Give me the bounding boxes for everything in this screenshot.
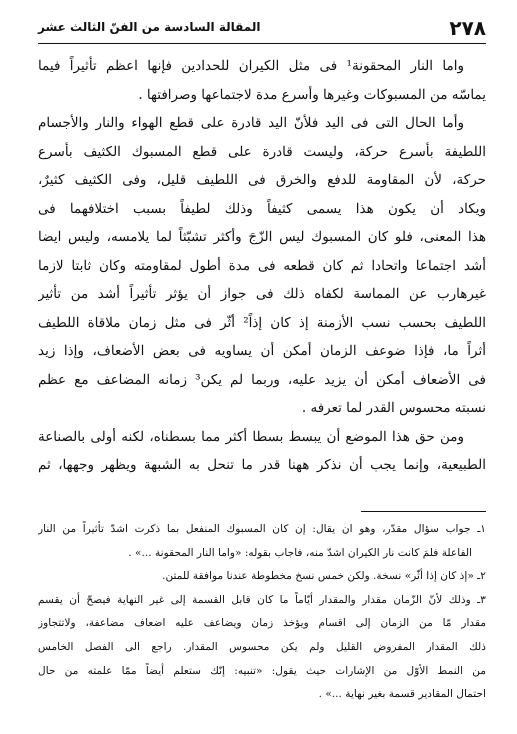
text-line: أثراً ما، فإذا ضوعف الزمان أمكن أن يساويه فى بعض الأضعاف، وإذا زيد (38, 343, 486, 359)
text-line: فى الأضعاف أمكن أن يزيد عليه، وربما لم يكن³ زمانه المضاعف مع عظم (38, 371, 486, 388)
page-number: ٢٧٨ (449, 16, 486, 40)
header-rule (38, 43, 486, 44)
footnote-line: من النمط الأوّل من الإشارات حيث يقول: «تنبيه: إنّك ستعلم أيضاً ممّا علمته من حال (38, 664, 486, 677)
text-line: يماسّه من المسبوكات وغيرها وأسرع مدة لاجتماعها وصرافتها . (138, 86, 486, 103)
text-line: اللطيف بحسب نسب الأزمنة إذ كان إذاً² أثّر فى مثل زمان ملاقاة اللطيف (38, 314, 486, 331)
footnote-line: ١ـ جواب سؤال مقدّر، وهو ان يقال: إن كان المسبوك المنفعل بما ذكرت اشدّ تأثيراً من النار (38, 523, 486, 535)
text-line: غيرهارب عن المماسة لكفاه ذلك فى جواز أن يؤثر تأثيراً أشد من تأثير (38, 286, 486, 302)
footnote-line: ٣ـ وذلك لأنّ الزّمان مقدار والمقدار أيّاماً ما كان قابل القسمة إلى غير النهاية فيصحّ أن يقسم (38, 593, 486, 606)
footnote-separator (361, 511, 486, 512)
footnote-line: احتمال المقادير قسمة بغير نهاية ...» . (318, 688, 486, 701)
text-line: نسبته محسوس القدر لما تعرفه . (301, 400, 486, 416)
footnote-line: ٢ـ «إذ كان إذا أثّر» نسخة. ولكن خمس نسخ مخطوطة عندنا موافقة للمتن. (162, 570, 486, 583)
footnotes (38, 518, 486, 707)
page-header (38, 14, 486, 44)
text-line: اللطيفة بأسرع حركة، وليست قادرة على قطع المسبوك الكثيف بأسرع (38, 143, 486, 160)
main-text (38, 52, 486, 480)
running-title: المقالة السادسة من الفنّ الثالث عشر (38, 20, 261, 34)
footnote-line: مقدار مّا من الزمان إلى اقسام ويؤخذ زمان ويضاعف عليه اضعاف مضاعفة، ولاتتجاوز (38, 617, 486, 630)
text-line: وأما الحال التى فى اليد فلأنّ اليد قادرة على قطع الهواء والنار والأجسام (38, 115, 464, 131)
text-line: هذا المعنى، فلو كان المسبوك ليس الزّجَ وأكثر تشبّثاً لما يلامسه، وليس ايضا (38, 229, 486, 245)
text-line: أشد اجتماعا واتحادا ثم كان قطعه فى مدة أطول لمقاومته وكان ثابتا لازما (38, 257, 486, 274)
text-line: ويكاد أن يكون هذا يسمى كثيفاً وذلك لطيفاً بسبب اختلافهما فى (38, 200, 486, 217)
text-line: الطبيعية، وإنما يجب أن نذكر ههنا قدر ما تنحل به الشبهة ويظهر وجهها، ثم (38, 457, 486, 473)
text-line: واما النار المحقونة¹ فى مثل الكيران للحدادين فإنها اعظم تأثيراً فيما (38, 58, 465, 74)
footnote-line: الفاعلة فلمَ كانت نار الكيران اشدّ منه، فاجاب بقوله: «واما النار المحقونة ...» . (128, 546, 472, 559)
text-line: حركة، لأن المقاومة للدفع والخرق فى اللطيف قليل، وفى الكثيف كثيرٌ، (38, 172, 486, 188)
footnote-line: ذلك المقدار المفروض القليل ولم يكن محسوس المقدار. راجع الى الفصل الخامس (38, 640, 486, 653)
text-line: ومن حق هذا الموضع أن يبسط بسطا أكثر مما بسطناه، لكنه أولى بالصناعة (38, 428, 464, 445)
